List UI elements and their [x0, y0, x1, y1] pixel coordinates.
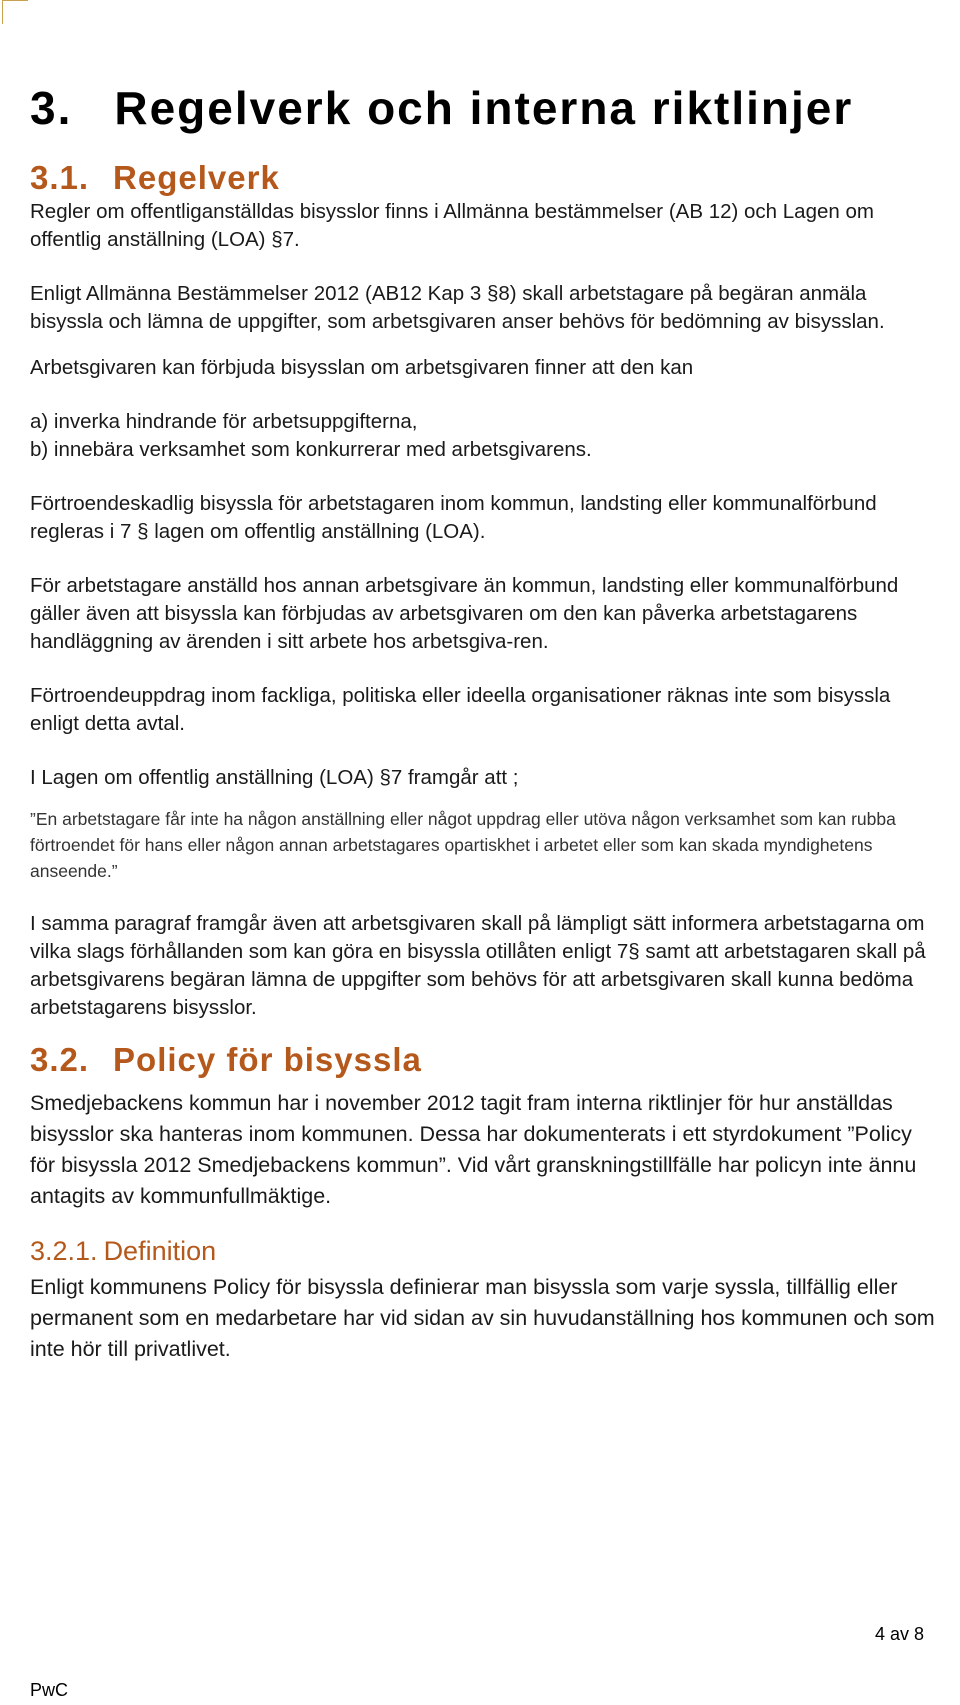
section-title: Policy för bisyssla	[113, 1041, 422, 1078]
section-heading-3-2	[30, 1040, 940, 1080]
document-page	[30, 80, 940, 1365]
paragraph: I samma paragraf framgår även att arbetsgivaren skall på lämpligt sätt informera arbetstagarna om vilka slags förhållanden som kan göra en bisyssla otillåten enligt 7§ samt att arbetstagaren skall på arbetsgivarens begäran lämna de uppgifter som behövs för att arbetsgivaren skall kunna bedöma arbetstagarens bisysslor.	[30, 912, 926, 1019]
chapter-number: 3.	[30, 82, 73, 134]
section-heading-3-1	[30, 158, 940, 198]
section-body-3-1	[30, 198, 940, 1022]
page-number: 4 av 8	[874, 1624, 924, 1644]
section-number: 3.2.	[30, 1041, 90, 1078]
paragraph: Regler om offentliganställdas bisysslor finns i Allmänna bestämmelser (AB 12) och Lagen om offentlig anställning (LOA) §7.	[30, 200, 874, 251]
paragraph: I Lagen om offentlig anställning (LOA) §7 framgår att ;	[30, 766, 519, 789]
crop-mark	[2, 0, 28, 1]
paragraph: Arbetsgivaren kan förbjuda bisysslan om arbetsgivaren finner att den kan	[30, 356, 694, 379]
section-number: 3.2.1.	[30, 1236, 98, 1266]
paragraph: För arbetstagare anställd hos annan arbetsgivare än kommun, landsting eller kommunalförbund gäller även att bisyssla kan förbjudas av arbetsgivaren om den kan påverka arbetstagarens handläggning av ärenden i sitt arbete hos arbetsgiva-ren.	[30, 574, 899, 653]
section-body-3-2	[30, 1088, 940, 1212]
paragraph: Enligt kommunens Policy för bisyssla definierar man bisyssla som varje syssla, tillfällig eller permanent som en medarbetare har vid sidan av sin huvudanställning hos kommunen och som inte hör till privatlivet.	[30, 1275, 935, 1361]
list-item: a) inverka hindrande för arbetsuppgifterna,	[30, 410, 418, 433]
crop-mark	[2, 0, 3, 24]
section-number: 3.1.	[30, 159, 90, 196]
chapter-title: Regelverk och interna riktlinjer	[114, 82, 854, 134]
chapter-heading	[30, 80, 940, 136]
section-title: Definition	[103, 1236, 217, 1266]
paragraph: Förtroendeskadlig bisyssla för arbetstagaren inom kommun, landsting eller kommunalförbund regleras i 7 § lagen om offentlig anställning (LOA).	[30, 492, 877, 543]
reason-list	[30, 408, 940, 464]
paragraph: Enligt Allmänna Bestämmelser 2012 (AB12 Kap 3 §8) skall arbetstagare på begäran anmäla bisyssla och lämna de uppgifter, som arbetsgivaren anser behövs för bedömning av bisysslan.	[30, 282, 885, 333]
law-quote: ”En arbetstagare får inte ha någon anställning eller något uppdrag eller utöva någon verksamhet som kan rubba förtroendet för hans eller någon annan arbetstagares opartiskhet i arbetet eller som kan skada myndighetens anseende.”	[30, 809, 896, 881]
paragraph: Smedjebackens kommun har i november 2012 tagit fram interna riktlinjer för hur anställdas bisysslor ska hanteras inom kommunen. Dessa har dokumenterats i ett styrdokument ”Policy för bisyssla 2012 Smedjebackens kommun”. Vid vårt granskningstillfälle har policyn inte ännu antagits av kommunfullmäktige.	[30, 1091, 917, 1208]
section-body-3-2-1	[30, 1272, 940, 1365]
pwc-logo: PwC	[30, 1680, 69, 1700]
paragraph: Förtroendeuppdrag inom fackliga, politiska eller ideella organisationer räknas inte som bisyssla enligt detta avtal.	[30, 684, 891, 735]
section-title: Regelverk	[113, 159, 280, 196]
list-item: b) innebära verksamhet som konkurrerar med arbetsgivarens.	[30, 438, 592, 461]
section-heading-3-2-1	[30, 1234, 940, 1268]
